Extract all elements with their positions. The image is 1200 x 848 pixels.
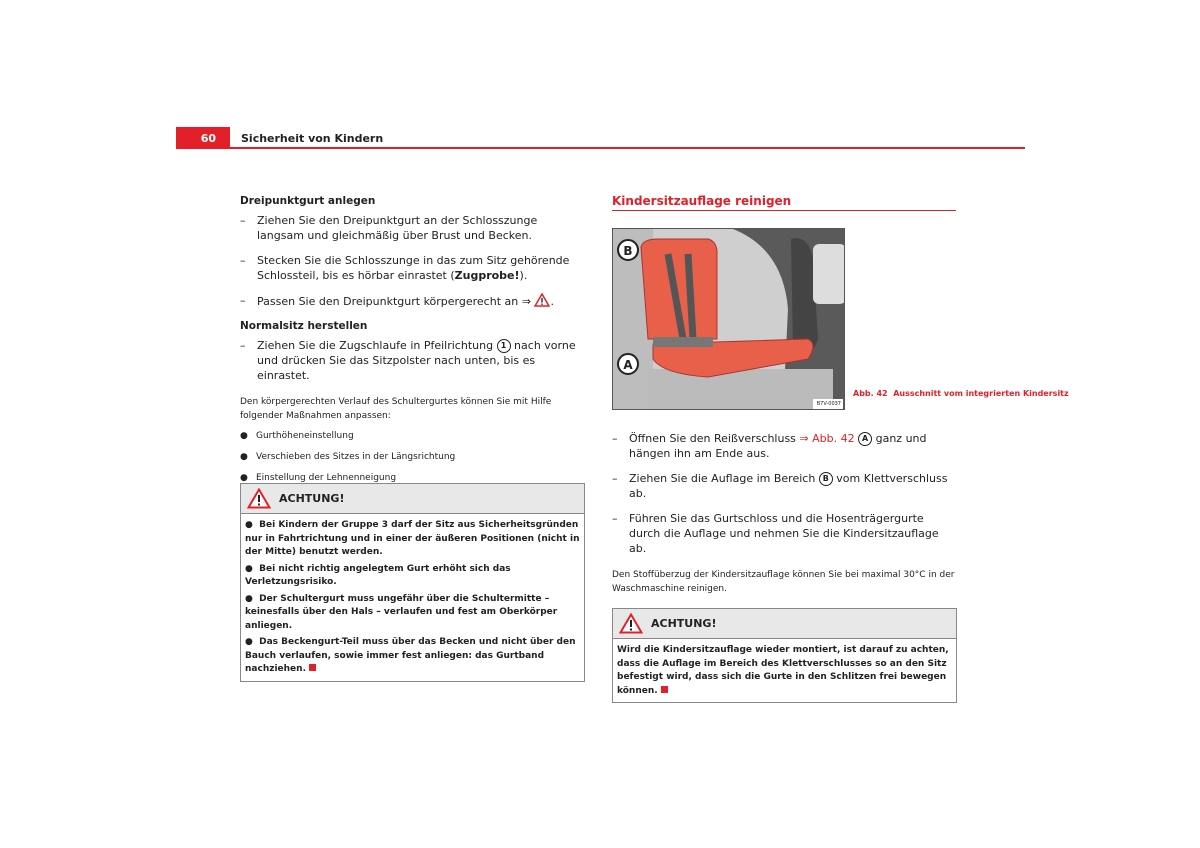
step: – Stecken Sie die Schlosszunge in das zum Sitz gehörende Schlossteil, bis es hörbar einrastet (Zugprobe!). (240, 254, 570, 282)
step: – Führen Sie das Gurtschloss und die Hosenträgergurte durch die Auflage und nehmen Sie die Kindersitzauflage ab. (612, 512, 939, 555)
step: – Ziehen Sie die Zugschlaufe in Pfeilrichtung 1 nach vorne und drücken Sie das Sitzpolster nach unten, bis es einrastet. (240, 339, 576, 382)
paragraph: Den Stoffüberzug der Kindersitzauflage können Sie bei maximal 30°C in der Waschmaschine reinigen. (612, 570, 955, 594)
warning-item: ● Das Beckengurt-Teil muss über das Becken und nicht über den Bauch verlaufen, sowie immer fest anliegen: das Gurtband nachziehen. (245, 637, 576, 674)
figure-caption: Abb. 42 Ausschnitt vom integrierten Kindersitz (853, 389, 1069, 398)
left-column (240, 194, 585, 486)
page-header-title: Sicherheit von Kindern (241, 132, 384, 145)
figure-label-b: B (617, 239, 639, 261)
section-heading: Normalsitz herstellen (240, 320, 368, 332)
step: – Passen Sie den Dreipunktgurt körpergerecht an ⇒ . (240, 294, 554, 308)
list-item: ● Verschieben des Sitzes in der Längsrichtung (240, 452, 456, 462)
right-column (612, 431, 957, 703)
child-seat-illustration (613, 229, 845, 410)
figure-label-a: A (617, 353, 639, 375)
end-marker (309, 664, 316, 671)
warning-icon (534, 293, 550, 307)
warning-title: ACHTUNG! (279, 492, 345, 505)
marker-b: B (819, 472, 833, 486)
list-item: ● Gurthöheneinstellung (240, 431, 354, 441)
warning-box (612, 608, 957, 703)
section-heading: Dreipunktgurt anlegen (240, 195, 376, 207)
warning-title: ACHTUNG! (651, 617, 717, 630)
page-number: 60 (176, 127, 230, 149)
warning-box (240, 483, 585, 682)
warning-icon (247, 488, 271, 509)
figure-child-seat (612, 228, 845, 410)
header-rule (230, 147, 1025, 149)
figure-code: B7V-0037 (816, 401, 841, 407)
warning-text: Wird die Kindersitzauflage wieder montiert, ist darauf zu achten, dass die Auflage im Bereich des Klettverschlusses so an den Sitz befestigt wird, dass sich die Gurte in den Schlitzen frei bewegen können. (617, 645, 949, 696)
warning-item: ● Der Schultergurt muss ungefähr über die Schultermitte – keinesfalls über den Hals – verlaufen und fest am Oberkörper anliegen. (245, 593, 558, 631)
figure-reference-link[interactable]: ⇒ Abb. 42 (799, 432, 855, 445)
step: – Ziehen Sie den Dreipunktgurt an der Schlosszunge langsam und gleichmäßig über Brust und Becken. (240, 214, 538, 242)
warning-icon (619, 613, 643, 634)
section-heading: Kindersitzauflage reinigen (612, 194, 956, 211)
warning-item: ● Bei Kindern der Gruppe 3 darf der Sitz aus Sicherheitsgründen nur in Fahrtrichtung und in einer der äußeren Positionen (nicht in der Mitte) benutzt werden. (245, 520, 580, 557)
end-marker (661, 686, 668, 693)
list-item: ● Einstellung der Lehnenneigung (240, 473, 397, 483)
step: – Öffnen Sie den Reißverschluss ⇒ Abb. 42 A ganz und hängen ihn am Ende aus. (612, 432, 927, 460)
marker-a: A (858, 432, 872, 446)
warning-item: ● Bei nicht richtig angelegtem Gurt erhöht sich das Verletzungsrisiko. (245, 563, 511, 587)
step: – Ziehen Sie die Auflage im Bereich B vom Klettverschluss ab. (612, 472, 948, 500)
marker-1: 1 (497, 339, 511, 353)
paragraph: Den körpergerechten Verlauf des Schultergurtes können Sie mit Hilfe folgender Maßnahmen anpassen: (240, 397, 552, 421)
